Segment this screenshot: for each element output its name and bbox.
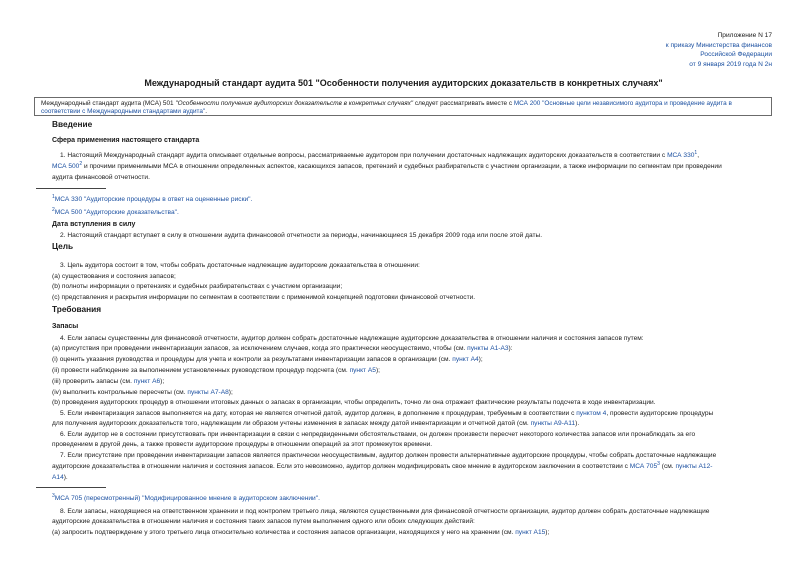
heading-effective-date: Дата вступления в силу — [52, 221, 136, 228]
footnote-1: $^1$МСА 330 "Аудиторские процедуры в ответ на оцененные риски". — [52, 194, 253, 204]
paragraph-1: 1. Настоящий Международный стандарт аудита описывает отдельные вопросы, рассматриваемые аудитором при получении достаточных надлежащих аудиторских доказательств в соответствии с МСА $330^1$, МСА $500^2$ и прочими применимыми МСА в отношении определенных аспектов, касающихся запасов, претензий и судебных разбирательств с участием организации, а также информации по сегментам при проведении аудита финансовой отчетности. — [52, 150, 722, 181]
points-a7-a8-link[interactable]: пункты А7-А8 — [187, 389, 229, 396]
note-text-italic: "Особенности получения аудиторских доказательств в конкретных случаях" — [175, 100, 414, 107]
footnote-ref-3[interactable]: 3 — [657, 461, 660, 468]
point-a5-link[interactable]: пункт А5 — [349, 367, 376, 374]
point-a6-link[interactable]: пункт А6 — [133, 378, 161, 385]
footnote-1-link[interactable]: МСА 330 "Аудиторские процедуры в ответ на оцененные риски". — [54, 196, 253, 204]
note-box — [34, 97, 772, 116]
footnote-divider-2 — [36, 487, 106, 488]
paragraph-8: 8. Если запасы, находящиеся на ответственном хранении и под контролем третьего лица, являются существенными для финансовой отчетности организации, аудитор должен собрать достаточные надлежащие аудиторские доказательства в отношении наличия и состояния таких запасов путем выполнения одного или обоих следующих действий: — [52, 508, 710, 526]
paragraph-3b: (b) полноты информации о претензиях и судебных разбирательствах с участием организации; — [52, 283, 343, 290]
footnote-ref-2[interactable]: 2 — [79, 161, 83, 168]
appendix-number: Приложение N 17 — [717, 32, 772, 39]
footnote-2: $^2$МСА 500 "Аудиторские доказательства". — [52, 207, 179, 217]
note-text: . — [205, 108, 208, 116]
paragraph-4: 4. Если запасы существенны для финансовой отчетности, аудитор должен собрать достаточные надлежащие аудиторские доказательства в отношении наличия и состояния запасов путем: — [60, 335, 644, 342]
paragraph-4i: (i) оценить указания руководства и процедуры для учета и контроли за результатами инвентаризации запасов в организации (см. пункт А4); — [52, 356, 483, 363]
note-text: следует рассматривать вместе с — [413, 100, 514, 107]
paragraph-5: 5. Если инвентаризация запасов выполняется на дату, которая не является отчетной датой, аудитор должен, в дополнение к процедурам, требуемым в соответствии с пунктом 4, провести аудиторские процедуры для получения аудиторских доказательств того, надлежащим ли образом учтены изменения в запасах между датой инвентаризации и отчетной датой (см. пункты А9-А11). — [52, 410, 714, 428]
points-a12-a14-link[interactable]: пункты А12- — [675, 463, 713, 471]
isa330-link[interactable]: МСА 330 — [667, 152, 695, 160]
heading-stocks: Запасы — [52, 323, 79, 330]
paragraph-3c: (c) представления и раскрытия информации по сегментам в соответствии с применимой концепцией подготовки финансовой отчетности. — [52, 294, 476, 301]
note-text: Международный стандарт аудита (МСА) 501 — [41, 100, 176, 107]
point-4-link[interactable]: пунктом 4 — [576, 410, 607, 417]
order-link-line2[interactable]: Российской Федерации — [700, 51, 772, 59]
appendix-header — [532, 31, 772, 69]
heading-introduction: Введение — [52, 119, 93, 129]
paragraph-8a: (a) запросить подтверждение у этого третьего лица относительно количества и состояния запасов организации, находящихся у него на хранении (см. пункт А15); — [52, 529, 550, 536]
point-a15-link[interactable]: пункт А15 — [515, 529, 546, 536]
paragraph-3: 3. Цель аудитора состоит в том, чтобы собрать достаточные надлежащие аудиторские доказательства в отношении: — [60, 262, 420, 269]
paragraph-4b: (b) проведения аудиторских процедур в отношении итоговых данных о запасах в организации, чтобы определить, точно ли она отражает фактические результаты подсчета в ходе инвентаризации. — [52, 399, 656, 406]
paragraph-4a: (a) присутствия при проведении инвентаризации запасов, за исключением случаев, когда это практически неосуществимо, чтобы (см. пункты А1-А3): — [52, 345, 513, 352]
paragraph-4iii: (iii) проверить запасы (см. пункт А6); — [52, 378, 165, 385]
footnote-3: $^3$МСА 705 (пересмотренный) "Модифицированное мнение в аудиторском заключении". — [52, 493, 320, 503]
point-a4-link[interactable]: пункт А4 — [452, 356, 479, 363]
footnote-ref-1[interactable]: 1 — [694, 150, 698, 156]
paragraph-3a: (a) существования и состояния запасов; — [52, 273, 176, 280]
isa705-link[interactable]: МСА 705 — [629, 463, 658, 471]
paragraph-2: 2. Настоящий стандарт вступает в силу в отношении аудита финансовой отчетности за периоды, начинающиеся 15 декабря 2009 года или после этой даты. — [60, 232, 543, 239]
points-a9-a11-link[interactable]: пункты А9-А11 — [530, 420, 576, 428]
paragraph-4iv: (iv) выполнить контрольные пересчеты (см. пункты А7-А8); — [52, 389, 233, 396]
document-title: Международный стандарт аудита 501 "Особенности получения аудиторских доказательств в конкретных случаях" — [144, 78, 663, 88]
paragraph-6: 6. Если аудитор не в состоянии присутствовать при инвентаризации в связи с непредвиденными обстоятельствами, он должен произвести пересчет некоторого количества запасов или пронаблюдать за его проведением в другой день, а также провести аудиторские процедуры в отношении операций за этот промежуток времени. — [52, 431, 696, 449]
paragraph-4ii: (ii) провести наблюдение за выполнением установленных руководством процедур подсчета (см. пункт А5); — [52, 367, 380, 374]
footnote-3-link[interactable]: МСА 705 (пересмотренный) "Модифицированное мнение в аудиторском заключении". — [54, 495, 320, 503]
isa200-link[interactable]: МСА 200 "Основные цели независимого аудитора и проведение аудита в — [513, 100, 732, 107]
isa200-link-cont[interactable]: соответствии с Международными стандартами аудита" — [41, 108, 206, 116]
heading-scope: Сфера применения настоящего стандарта — [52, 137, 200, 144]
isa500-link[interactable]: МСА 500 — [52, 163, 80, 171]
paragraph-7: 7. Если присутствие при проведении инвентаризации запасов является практически неосуществимым, аудитор должен провести альтернативные аудиторские процедуры, чтобы собрать достаточные надлежащие аудиторские доказательства в отношении наличия и состояния запасов. Если это невозможно, аудитор должен модифицировать свое мнение в аудиторском заключении в соответствии с МСА $705^3$ (см. пункты А12- А14). — [52, 452, 717, 481]
points-a1-a3-link[interactable]: пункты А1-А3 — [467, 345, 509, 352]
points-a12-a14-link-cont[interactable]: А14 — [52, 473, 64, 481]
order-link-line3[interactable]: от 9 января 2019 года N 2н — [689, 60, 772, 68]
heading-goal: Цель — [52, 241, 74, 251]
footnote-2-link[interactable]: МСА 500 "Аудиторские доказательства". — [54, 209, 179, 217]
footnote-divider — [36, 188, 106, 189]
heading-requirements: Требования — [52, 304, 102, 314]
order-link-line1[interactable]: к приказу Министерства финансов — [665, 41, 772, 49]
